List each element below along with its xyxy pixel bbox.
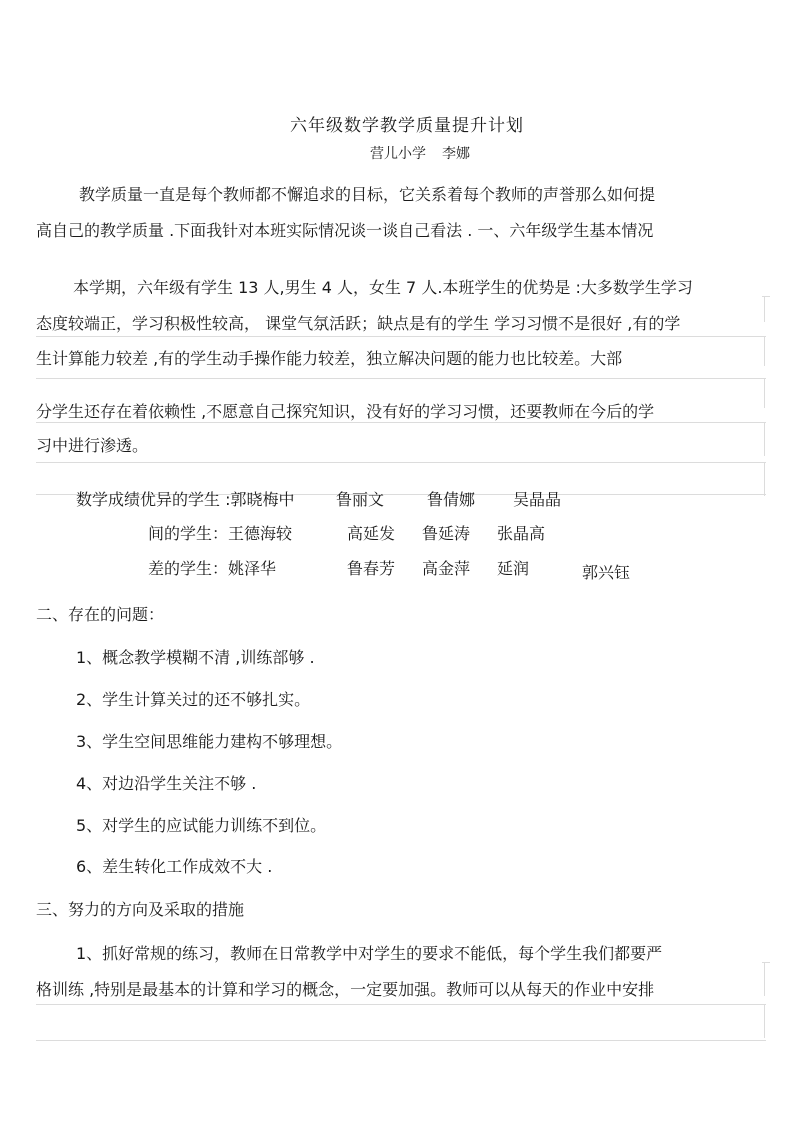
group-label-middle: 间的学生：王德海较 [148,524,293,543]
scan-line [36,378,766,379]
measure-line: 1、抓好常规的练习，教师在日常教学中对学生的要求不能低，每个学生我们都要严 [76,944,663,963]
problem-item: 1、概念教学模糊不清 ,训练部够 . [76,648,315,667]
school-name: 营儿小学 [370,146,426,162]
measure-line: 格训练 ,特别是最基本的计算和学习的概念，一定要加强。教师可以从每天的作业中安排 [36,980,655,999]
scan-line [36,1040,766,1041]
scan-line [36,1004,766,1005]
scan-line [764,1004,765,1038]
section-heading-measures: 三、努力的方向及采取的措施 [36,900,245,919]
student-name: 高金萍 [422,559,471,578]
student-name: 张晶高 [497,524,546,543]
situation-line: 生计算能力较差 ,有的学生动手操作能力较差，独立解决问题的能力也比较差。大部 [36,349,623,368]
problem-item: 6、差生转化工作成效不大 . [76,857,273,876]
group-label-excellent: 数学成绩优异的学生 :郭晓梅中 [76,490,295,509]
group-label-weak: 差的学生：姚泽华 [148,559,277,578]
problem-item: 2、学生计算关过的还不够扎实。 [76,690,311,709]
scan-line [764,378,765,408]
author-name: 李娜 [442,146,470,162]
section-heading-problems: 二、存在的问题： [36,605,165,624]
situation-line: 本学期，六年级有学生 13 人,男生 4 人，女生 7 人.本班学生的优势是 :大多数学生学习 [73,278,693,297]
student-name: 鲁春芳 [347,559,396,578]
student-name: 鲁延涛 [422,524,471,543]
student-name: 延润 [497,559,530,578]
student-name: 高延发 [347,524,396,543]
scan-line [764,962,765,996]
situation-line: 态度较端正，学习积极性较高， 课堂气氛活跃；缺点是有的学生 学习习惯不是很好 ,有的学 [36,314,681,333]
scan-line [36,462,766,463]
student-name: 鲁丽文 [336,490,385,509]
intro-line: 高自己的教学质量 .下面我针对本班实际情况谈一谈自己看法 . 一、六年级学生基本情况 [36,221,654,240]
scan-line [36,336,766,337]
student-name: 鲁倩娜 [427,490,476,509]
scan-line [764,296,765,322]
scan-line [764,462,765,496]
situation-line: 习中进行渗透。 [36,436,149,455]
document-title: 六年级数学教学质量提升计划 [290,116,524,136]
problem-item: 4、对边沿学生关注不够 . [76,774,257,793]
scan-line [764,336,765,366]
student-name: 吴晶晶 [513,490,562,509]
student-name: 郭兴钰 [582,563,631,582]
scan-line [764,422,765,456]
problem-item: 5、对学生的应试能力训练不到位。 [76,816,327,835]
problem-item: 3、学生空间思维能力建构不够理想。 [76,732,343,751]
scan-line [36,422,766,423]
intro-line: 教学质量一直是每个教师都不懈追求的目标，它关系着每个教师的声誉那么如何提 [79,185,656,204]
situation-line: 分学生还存在着依赖性 ,不愿意自己探究知识，没有好的学习习惯，还要教师在今后的学 [36,402,655,421]
